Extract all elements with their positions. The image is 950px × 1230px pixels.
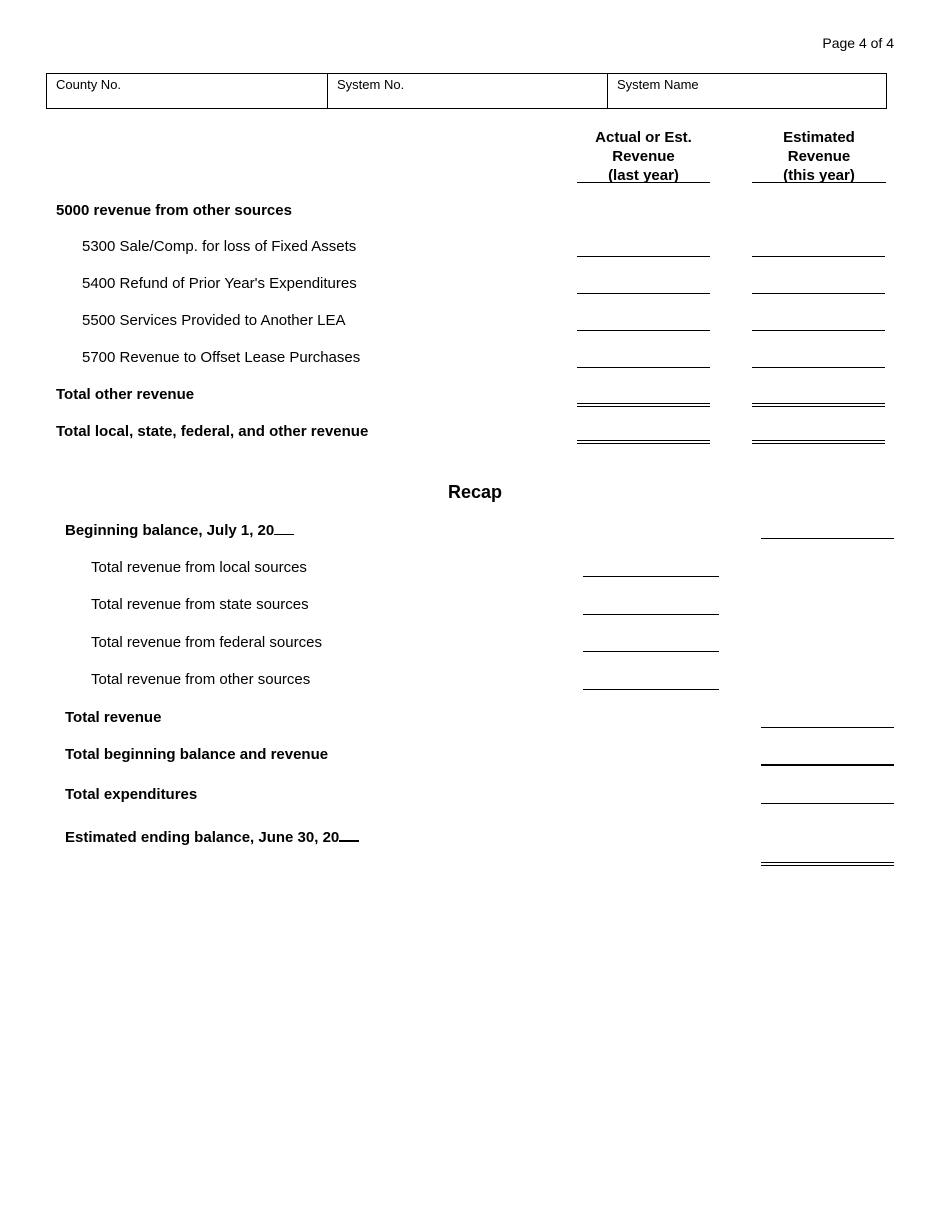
estimated-revenue-entry-line[interactable] [752,367,885,368]
system-name-label: System Name [617,77,699,92]
total-beginning-and-revenue-entry-line[interactable] [761,764,894,766]
column-header-actual [577,128,710,185]
total-revenue-label: Total revenue [65,709,162,726]
column-header-actual-line: (last year) [608,167,679,184]
total-expenditures-label: Total expenditures [65,786,198,803]
recap-source-entry-line[interactable] [583,614,719,615]
system-no-field[interactable] [327,74,607,108]
recap-source-entry-line[interactable] [583,689,719,690]
identification-table [46,73,887,109]
line-item-label: 5700 Revenue to Offset Lease Purchases [82,349,361,366]
system-name-field[interactable] [607,74,886,108]
ending-balance-text: Estimated ending balance, June 30, 20 [65,829,340,846]
recap-source-label: Total revenue from federal sources [91,634,322,651]
section-heading: 5000 revenue from other sources [56,202,292,219]
estimated-revenue-entry-line[interactable] [752,256,885,257]
recap-source-label: Total revenue from state sources [91,596,309,613]
total-expenditures-entry-line[interactable] [761,803,894,804]
recap-source-label: Total revenue from other sources [91,671,311,688]
beginning-balance-label [65,520,294,540]
recap-title: Recap [447,482,503,502]
recap-source-entry-line[interactable] [583,576,719,577]
column-header-estimated [752,128,886,185]
total-other-revenue-label: Total other revenue [56,386,195,403]
beginning-balance-entry-line[interactable] [761,538,894,539]
line-item-label: 5300 Sale/Comp. for loss of Fixed Assets [82,238,357,255]
ending-balance-entry-line[interactable] [761,862,894,866]
column-header-estimated-line: (this year) [783,167,855,184]
total-all-actual-line[interactable] [577,440,710,444]
actual-revenue-entry-line[interactable] [577,330,710,331]
total-other-estimated-line[interactable] [752,403,885,407]
county-no-field[interactable] [47,74,327,108]
system-no-label: System No. [337,77,405,92]
year-blank[interactable] [339,826,359,842]
year-blank[interactable] [274,520,294,535]
recap-source-label: Total revenue from local sources [91,559,307,576]
total-revenue-entry-line[interactable] [761,727,894,728]
column-header-estimated-line: Estimated [783,129,855,146]
total-all-revenue-label: Total local, state, federal, and other revenue [56,423,369,440]
line-item-label: 5400 Refund of Prior Year's Expenditures [82,275,357,292]
actual-revenue-entry-line[interactable] [577,256,710,257]
estimated-revenue-entry-line[interactable] [752,293,885,294]
county-no-label: County No. [56,77,122,92]
total-other-actual-line[interactable] [577,403,710,407]
recap-source-entry-line[interactable] [583,651,719,652]
actual-revenue-entry-line[interactable] [577,293,710,294]
column-header-underline [577,182,710,183]
page-number: Page 4 of 4 [822,35,894,51]
ending-balance-label [65,826,359,847]
beginning-balance-text: Beginning balance, July 1, 20 [65,522,275,539]
total-all-estimated-line[interactable] [752,440,885,444]
actual-revenue-entry-line[interactable] [577,367,710,368]
column-header-actual-line: Revenue [612,148,675,165]
estimated-revenue-entry-line[interactable] [752,330,885,331]
line-item-label: 5500 Services Provided to Another LEA [82,312,346,329]
column-header-estimated-line: Revenue [787,148,851,165]
total-beginning-and-revenue-label: Total beginning balance and revenue [65,746,329,763]
column-header-actual-line: Actual or Est. [595,129,692,146]
column-header-underline [752,182,886,183]
